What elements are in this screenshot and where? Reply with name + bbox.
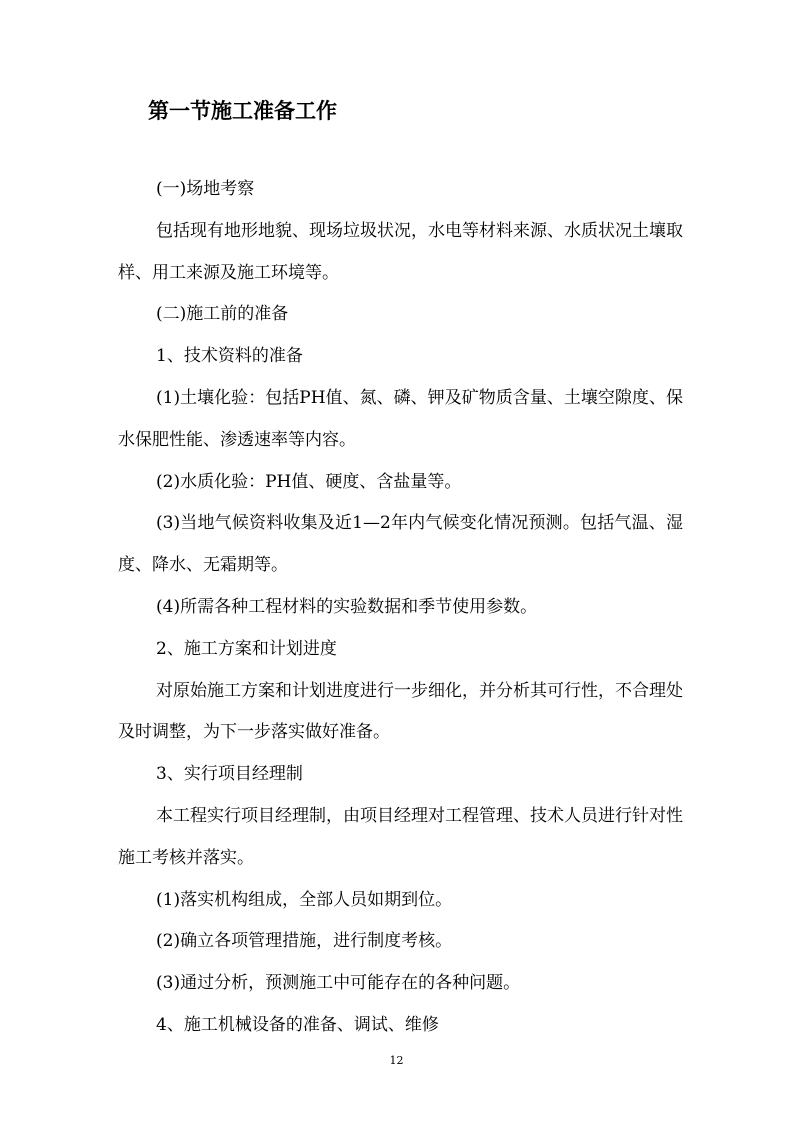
subheading-machinery: 4、施工机械设备的准备、调试、维修 bbox=[156, 1014, 439, 1035]
list-item-organization: (1)落实机构组成，全部人员如期到位。 bbox=[156, 889, 453, 910]
paragraph-site-survey: 包括现有地形地貌、现场垃圾状况，水电等材料来源、水质状况土壤取样、用工来源及施工环境等。 bbox=[118, 220, 683, 283]
subheading-project-manager: 3、实行项目经理制 bbox=[156, 764, 303, 785]
section-title: 第一节施工准备工作 bbox=[148, 99, 337, 123]
list-item-problem-prediction: (3)通过分析，预测施工中可能存在的各种问题。 bbox=[156, 973, 521, 994]
subheading-technical-data: 1、技术资料的准备 bbox=[156, 346, 303, 367]
list-item-climate-data: (3)当地气候资料收集及近1—2年内气候变化情况预测。包括气温、湿度、降水、无霜期等。 bbox=[118, 513, 683, 576]
paragraph-construction-plan: 对原始施工方案和计划进度进行一步细化，并分析其可行性，不合理处及时调整，为下一步落实做好准备。 bbox=[118, 680, 683, 743]
list-item-water-test: (2)水质化验：PH值、硬度、含盐量等。 bbox=[156, 471, 462, 492]
list-item-management-measures: (2)确立各项管理措施，进行制度考核。 bbox=[156, 931, 453, 952]
page-number: 12 bbox=[389, 1054, 404, 1067]
subheading-construction-plan: 2、施工方案和计划进度 bbox=[156, 638, 337, 659]
subheading-pre-construction: (二)施工前的准备 bbox=[156, 304, 289, 325]
paragraph-project-manager: 本工程实行项目经理制，由项目经理对工程管理、技术人员进行针对性施工考核并落实。 bbox=[118, 805, 683, 868]
document-body bbox=[118, 169, 683, 1047]
list-item-soil-test: (1)土壤化验：包括PH值、氮、磷、钾及矿物质含量、土壤空隙度、保水保肥性能、渗透速率等内容。 bbox=[118, 387, 683, 450]
subheading-site-survey: (一)场地考察 bbox=[156, 179, 255, 199]
list-item-material-data: (4)所需各种工程材料的实验数据和季节使用参数。 bbox=[156, 596, 538, 617]
